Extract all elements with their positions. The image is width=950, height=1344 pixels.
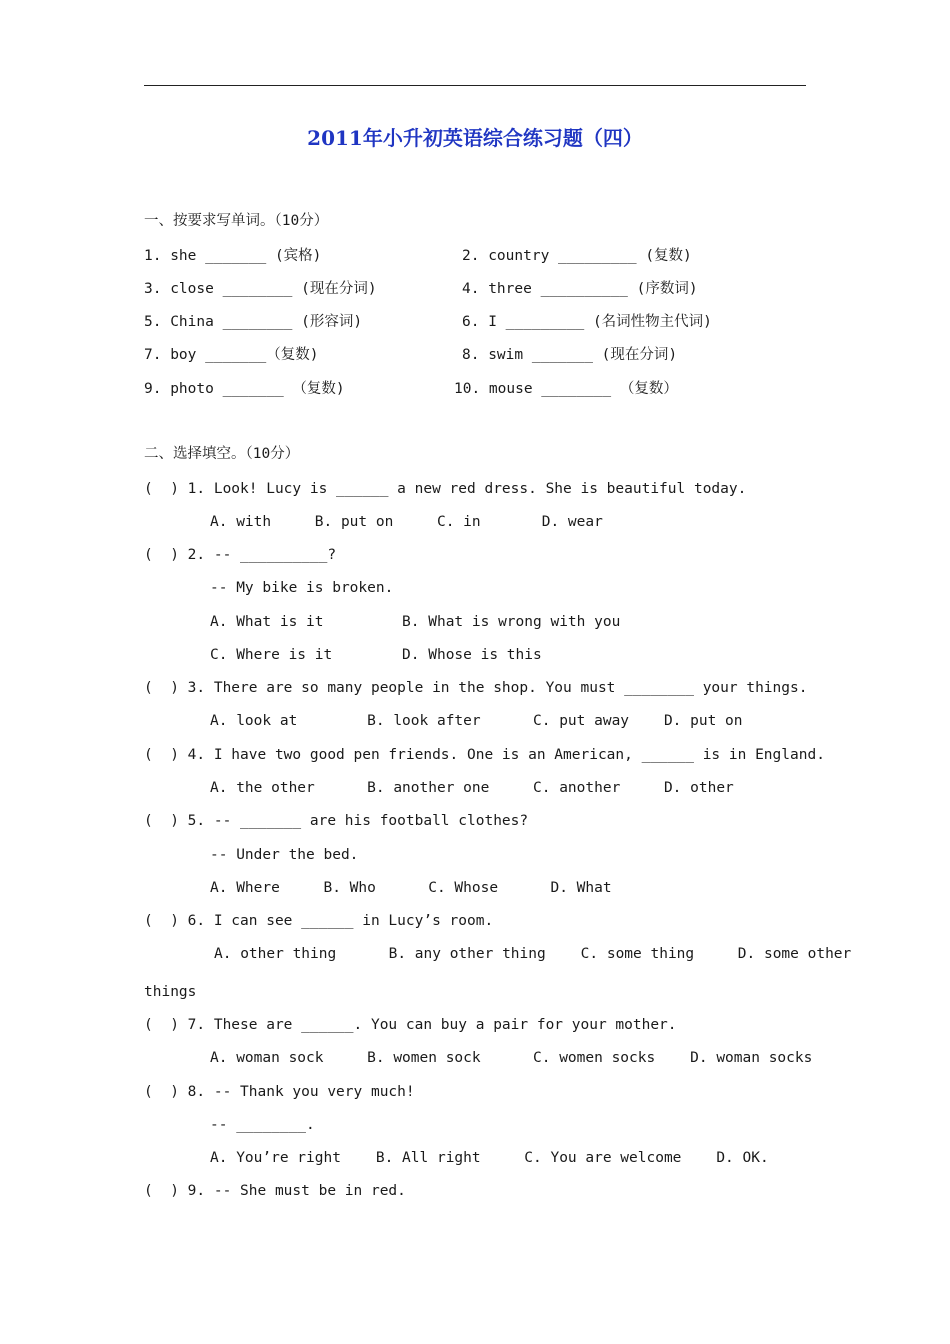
options-line: A. look at B. look after C. put away D. put on [210,713,743,729]
section-heading: 二、选择填空。（10分） [144,446,300,462]
question-line: ( ) 6. I can see ______ in Lucy’s room. [144,913,494,929]
word-item: 9. photo _______ （复数) [144,381,345,397]
question-line: ( ) 9. -- She must be in red. [144,1183,406,1199]
options-line: A. What is it B. What is wrong with you [210,614,621,630]
question-line: ( ) 8. -- Thank you very much! [144,1084,415,1100]
page-title: 2011年小升初英语综合练习题（四） [307,126,643,150]
question-line: ( ) 7. These are ______. You can buy a pair for your mother. [144,1017,677,1033]
answer-line: -- Under the bed. [210,847,359,863]
question-line: ( ) 5. -- _______ are his football clothes? [144,813,529,829]
word-item: 8. swim _______ (现在分词) [462,347,678,363]
answer-line: -- My bike is broken. [210,580,394,596]
word-item: 4. three __________ (序数词) [462,281,698,297]
word-item: 7. boy _______（复数) [144,347,319,363]
word-item: 10. mouse ________ （复数） [454,381,678,397]
question-line: ( ) 3. There are so many people in the shop. You must ________ your things. [144,680,808,696]
options-line: A. other thing B. any other thing C. some thing D. some other [214,946,852,962]
options-line: A. woman sock B. women sock C. women socks D. woman socks [210,1050,813,1066]
word-item: 5. China ________ (形容词) [144,314,363,330]
options-line-wrap: things [144,984,197,1000]
question-line: ( ) 4. I have two good pen friends. One is an American, ______ is in England. [144,747,825,763]
question-line: ( ) 1. Look! Lucy is ______ a new red dress. She is beautiful today. [144,481,747,497]
options-line: A. You’re right B. All right C. You are welcome D. OK. [210,1150,769,1166]
options-line: C. Where is it D. Whose is this [210,647,542,663]
question-line: ( ) 2. -- __________? [144,547,337,563]
section-heading: 一、按要求写单词。（10分） [144,213,329,229]
options-line: A. the other B. another one C. another D. other [210,780,734,796]
options-line: A. Where B. Who C. Whose D. What [210,880,612,896]
answer-line: -- ________. [210,1117,315,1133]
word-item: 1. she _______ (宾格) [144,248,322,264]
word-item: 6. I _________ (名词性物主代词) [462,314,712,330]
top-rule [144,85,806,86]
options-line: A. with B. put on C. in D. wear [210,514,603,530]
word-item: 3. close ________ (现在分词) [144,281,377,297]
word-item: 2. country _________ (复数) [462,248,692,264]
